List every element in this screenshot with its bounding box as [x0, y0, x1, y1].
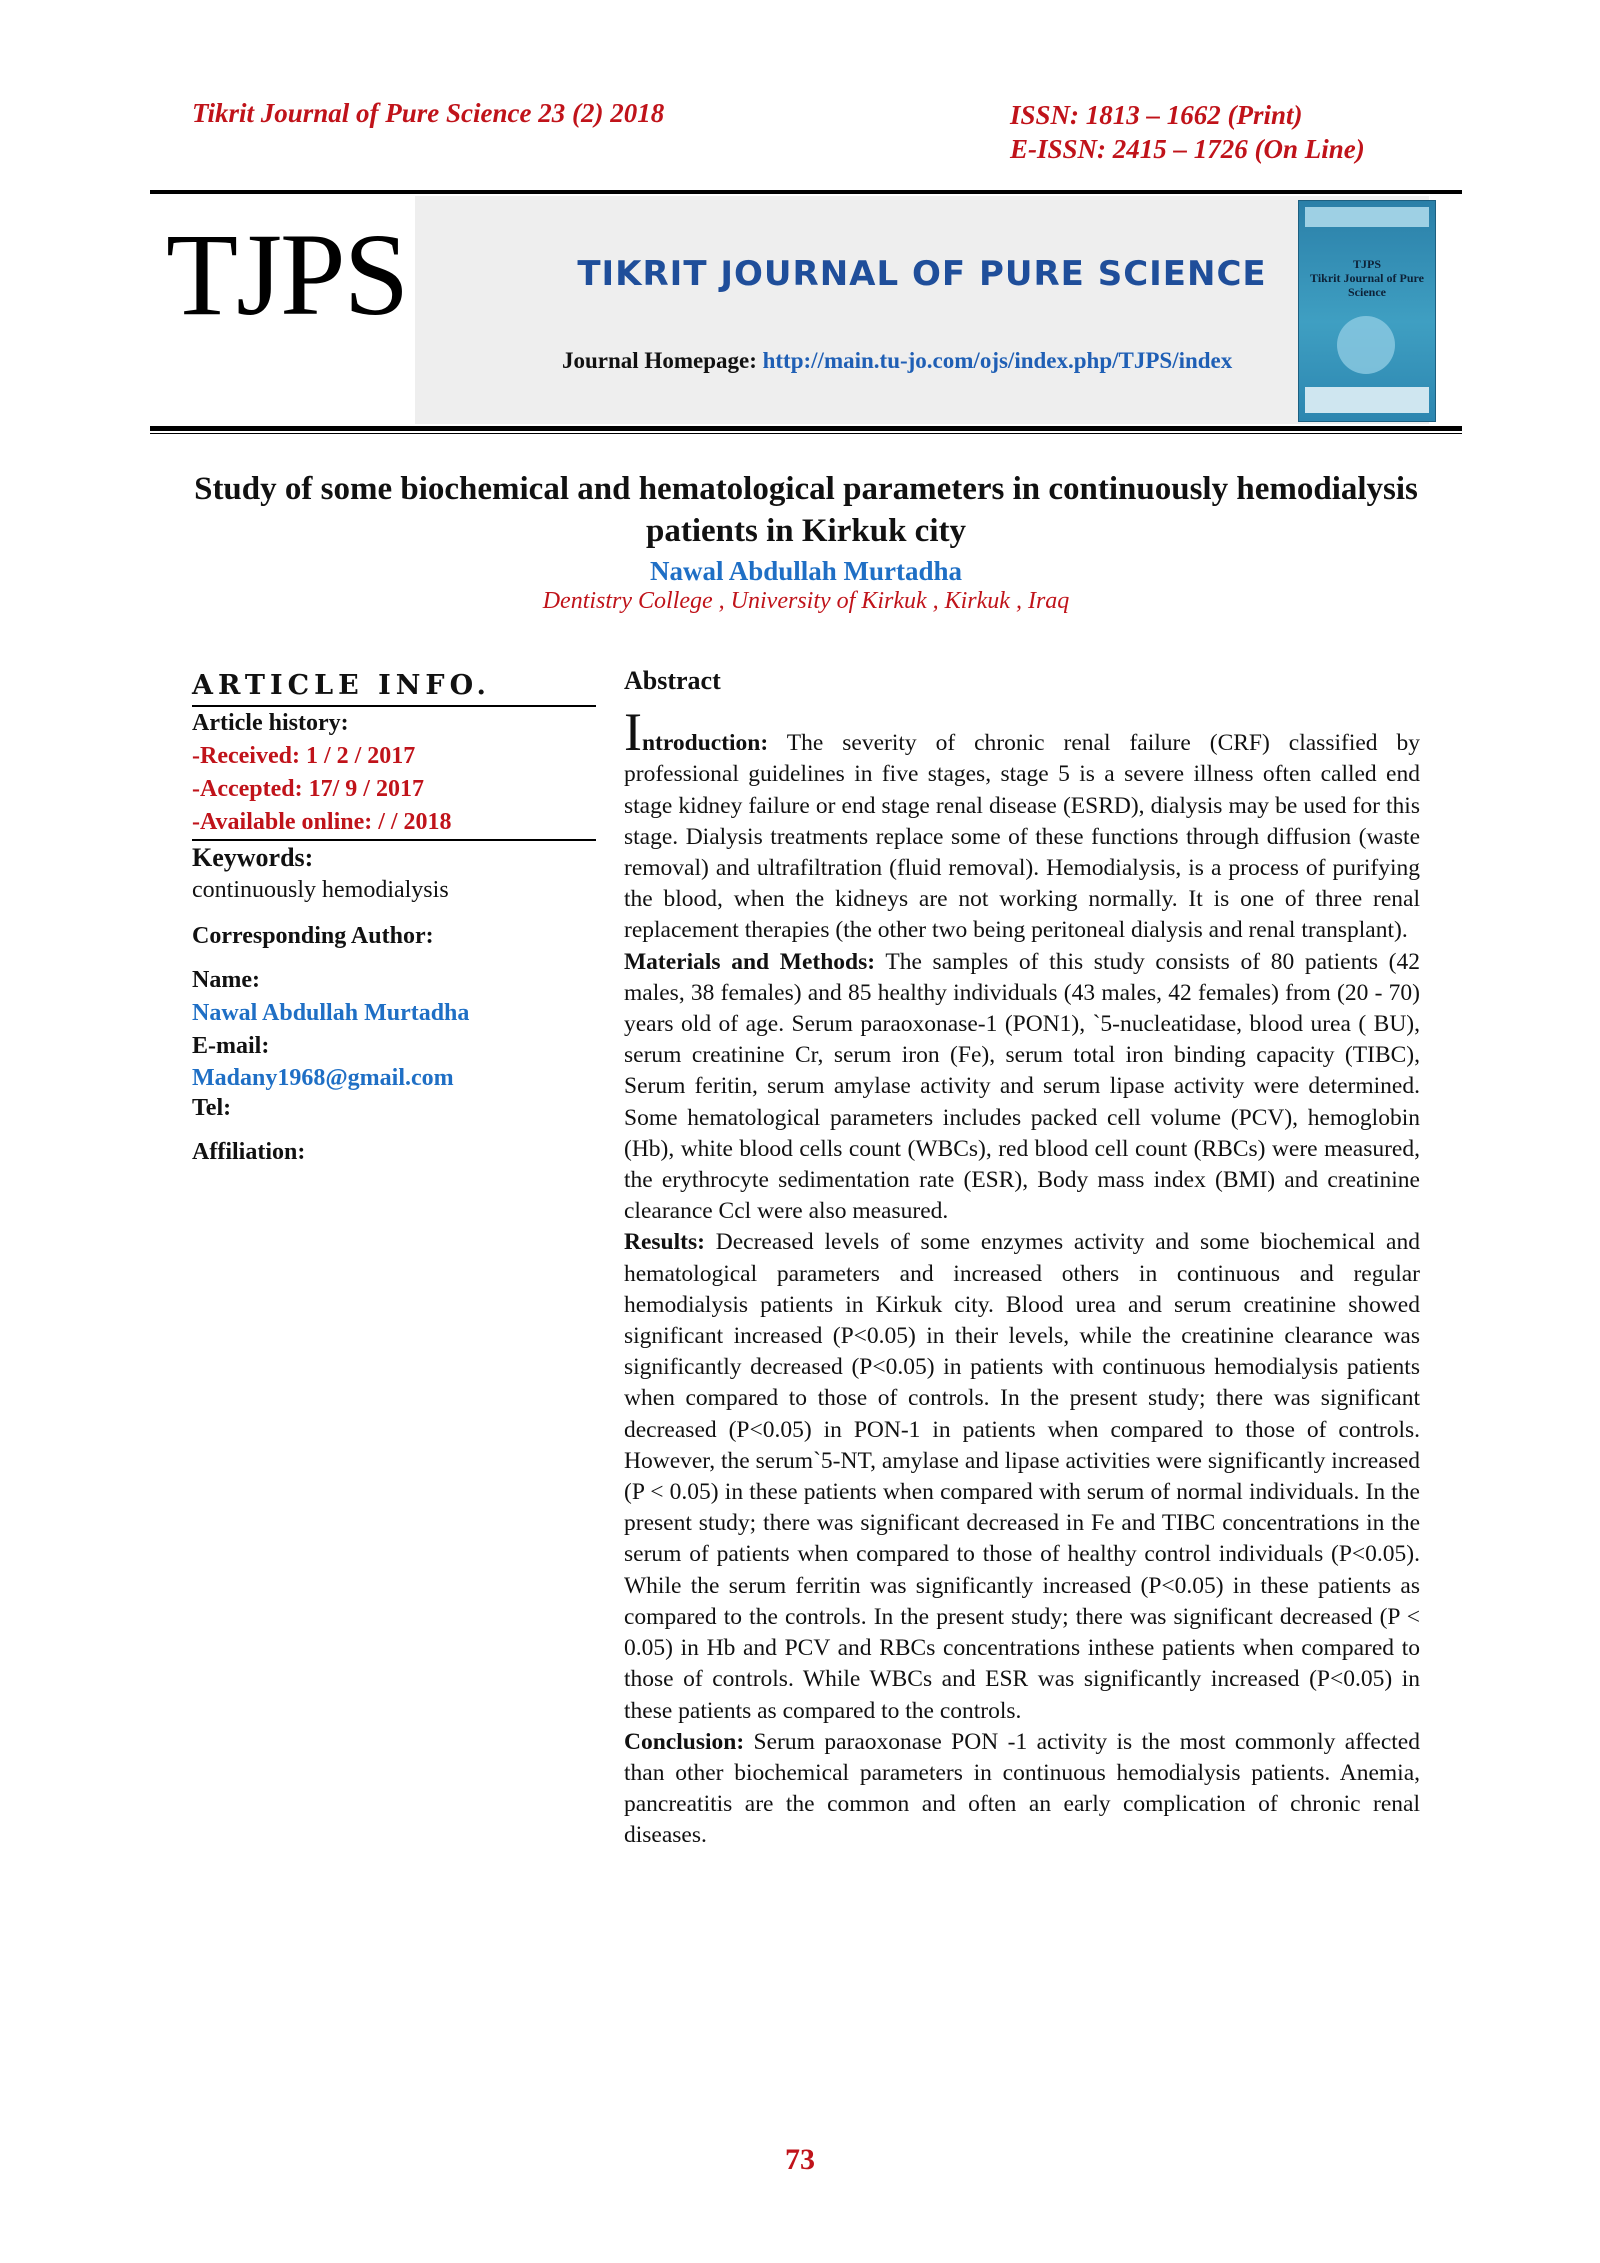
- keywords: continuously hemodialysis: [192, 877, 449, 903]
- conclusion-text: Serum paraoxonase PON -1 activity is the most commonly affected than other biochemical parameters in continuous hemodialysis patients. Anemia, pancreatitis are the common and often an early complication of chronic renal diseases.: [624, 1728, 1420, 1849]
- issn-block: [1010, 98, 1365, 166]
- methods-text: The samples of this study consists of 80 patients (42 males, 38 females) and 85 healthy individuals (43 males, 42 females) from (20 - 70) years old of age. Serum paraoxonase-1 (PON1), `5-nucleatidase, blood urea ( BU), serum creatinine Cr, serum iron (Fe), serum total iron binding capacity (TIBC), Serum feritin, serum amylase activity and serum lipase activity were determined. Some hematological parameters includes packed cell volume (PCV), hemoglobin (Hb), white blood cells count (WBCs), red blood cell count (RBCs) were measured, the erythrocyte sedimentation rate (ESR), Body mass index (BMI) and creatinine clearance Ccl were also measured.: [624, 948, 1420, 1225]
- available-date: -Available online: / / 2018: [192, 809, 452, 835]
- abstract-methods: [624, 947, 1420, 1228]
- article-author: Nawal Abdullah Murtadha: [649, 556, 963, 586]
- abstract-introduction: [624, 702, 1420, 946]
- article-affiliation: Dentistry College , University of Kirkuk , Kirkuk , Iraq: [542, 588, 1070, 614]
- homepage-link[interactable]: http://main.tu-jo.com/ojs/index.php/TJPS/index: [762, 348, 1233, 373]
- results-label: Results:: [624, 1229, 705, 1256]
- tjps-logo: TJPS: [166, 209, 408, 340]
- abstract-heading: Abstract: [624, 666, 721, 695]
- accepted-date: -Accepted: 17/ 9 / 2017: [192, 776, 424, 802]
- affiliation-label: Affiliation:: [192, 1139, 306, 1165]
- drop-cap: I: [624, 702, 642, 763]
- header-rule-bottom-thin: [150, 433, 1462, 434]
- homepage-label: Journal Homepage:: [562, 348, 757, 373]
- article-info-heading: ARTICLE INFO.: [192, 670, 491, 701]
- keywords-label: Keywords:: [192, 843, 314, 872]
- header-rule-top: [150, 190, 1462, 194]
- methods-label: Materials and Methods:: [624, 948, 876, 975]
- header-rule-bottom: [150, 426, 1462, 431]
- journal-banner: [150, 196, 1462, 424]
- cover-title: [1299, 257, 1435, 299]
- abstract-results: [624, 1227, 1420, 1726]
- journal-homepage: [562, 348, 1232, 374]
- history-label: Article history:: [192, 710, 349, 736]
- page-number: 73: [785, 2143, 815, 2176]
- intro-text: The severity of chronic renal failure (CRF) classified by professional guidelines in five stages, stage 5 is a severe illness often called end stage kidney failure or end stage renal disease (ESRD), dialysis may be used for this stage. Dialysis treatments replace some of these functions through diffusion (waste removal) and ultrafiltration (fluid removal). Hemodialysis, is a process of purifying the blood, when the kidneys are not working normally. It is one of three renal replacement therapies (the other two being peritoneal dialysis and renal transplant).: [624, 730, 1420, 944]
- issn-online: E-ISSN: 2415 – 1726 (On Line): [1010, 134, 1365, 164]
- journal-issue: Tikrit Journal of Pure Science 23 (2) 2018: [192, 98, 665, 128]
- banner-panel: [415, 196, 1429, 424]
- cover-journal-name: Tikrit Journal of Pure Science: [1310, 271, 1424, 299]
- article-info-sidebar: [192, 670, 596, 1169]
- results-text: Decreased levels of some enzymes activity and some biochemical and hematological parameters and increased others in continuous and regular hemodialysis patients in Kirkuk city. Blood urea and serum creatinine showed significant increased (P<0.05) in their levels, while the creatinine clearance was significantly decreased (P<0.05) in patients with continuous hemodialysis patients when compared to those of controls. In the present study; there was significant decreased (P<0.05) in PON-1 in patients when compared to those of controls. However, the serum`5-NT, amylase and lipase activities were significantly increased (P < 0.05) in these patients when compared with serum of normal individuals. In the present study; there was significant decreased in Fe and TIBC concentrations in the serum of patients when compared to those of healthy control individuals (P<0.05). While the serum ferritin was significantly increased (P<0.05) in these patients as compared to the controls. In the present study; there was significant decreased (P < 0.05) in Hb and PCV and RBCs concentrations inthese patients when compared to those of controls. While WBCs and ESR was significantly increased (P<0.05) in these patients as compared to the controls.: [624, 1229, 1420, 1724]
- corresponding-author-label: Corresponding Author:: [192, 923, 434, 949]
- received-date: -Received: 1 / 2 / 2017: [192, 743, 416, 769]
- journal-name: TIKRIT JOURNAL OF PURE SCIENCE: [577, 254, 1267, 294]
- cover-top-strip: [1305, 207, 1429, 227]
- tel-label: Tel:: [192, 1095, 232, 1121]
- author-name: Nawal Abdullah Murtadha: [192, 1000, 470, 1026]
- name-label: Name:: [192, 967, 260, 993]
- journal-cover-image: [1298, 200, 1436, 422]
- cover-emblem: [1337, 316, 1395, 374]
- author-email[interactable]: Madany1968@gmail.com: [192, 1065, 454, 1091]
- abstract-conclusion: [624, 1727, 1420, 1852]
- abstract-section: [624, 665, 1420, 1852]
- conclusion-label: Conclusion:: [624, 1728, 745, 1755]
- cover-bottom-strip: [1305, 387, 1429, 413]
- issn-print: ISSN: 1813 – 1662 (Print): [1010, 100, 1303, 130]
- email-label: E-mail:: [192, 1033, 270, 1059]
- intro-label: ntroduction:: [641, 730, 769, 757]
- article-title: Study of some biochemical and hematological parameters in continuously hemodialysis patients in Kirkuk city: [194, 471, 1418, 549]
- cover-logo: TJPS: [1352, 257, 1381, 271]
